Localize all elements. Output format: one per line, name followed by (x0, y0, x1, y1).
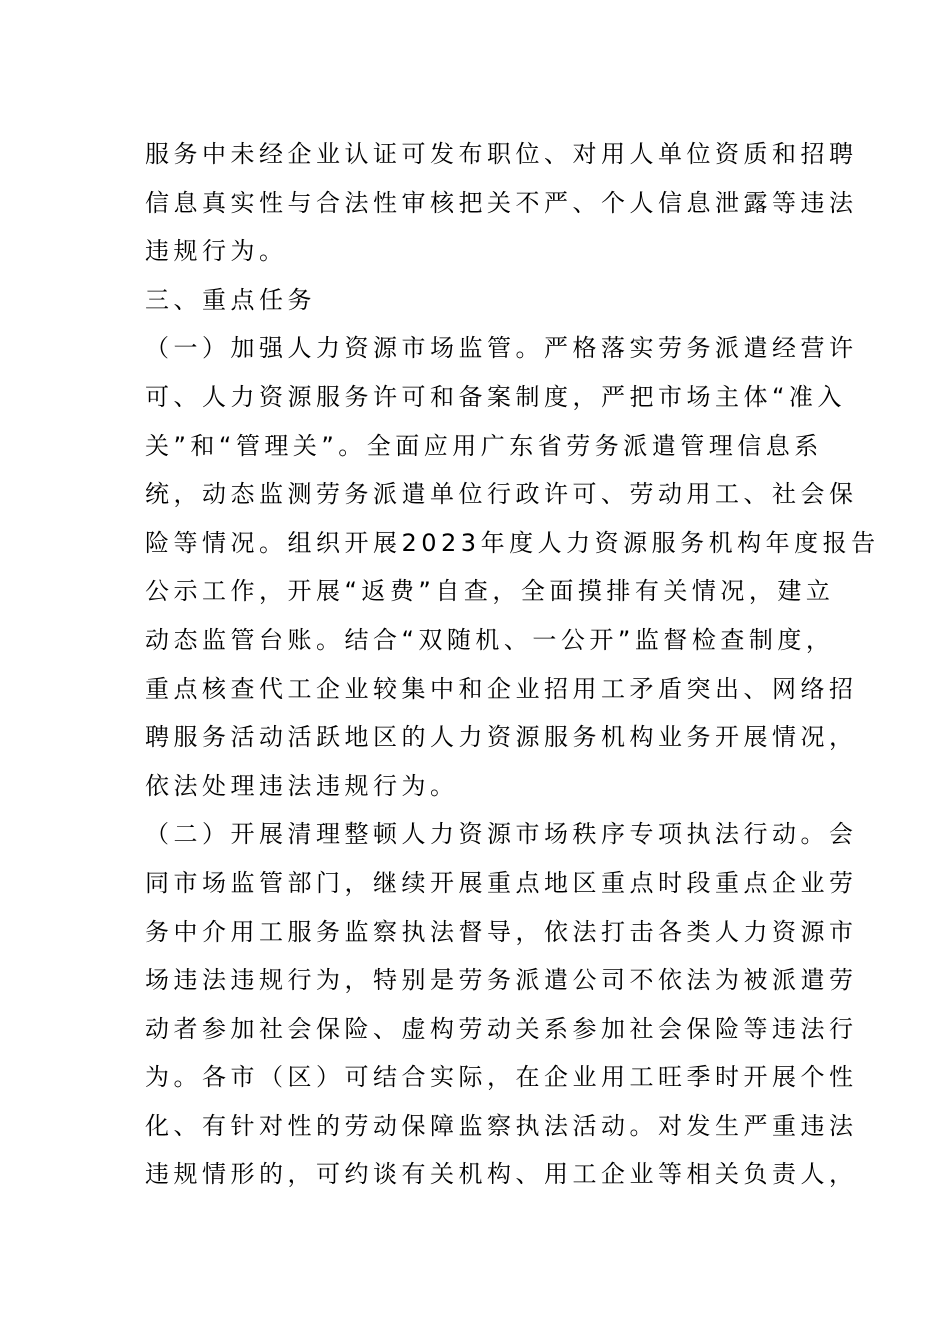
text-line: 动态监管台账。结合“双随机、一公开”监督检查制度， (145, 625, 835, 654)
text-line: 聘服务活动活跃地区的人力资源服务机构业务开展情况， (145, 723, 858, 752)
text-line: 服务中未经企业认证可发布职位、对用人单位资质和招聘 (145, 140, 858, 168)
text-line: 重点核查代工企业较集中和企业招用工矛盾突出、网络招 (145, 674, 858, 703)
text-line: 场违法违规行为，特别是劳务派遣公司不依法为被派遣劳 (145, 966, 858, 995)
text-line: （二）开展清理整顿人力资源市场秩序专项执法行动。会 (145, 820, 858, 849)
text-line: 公示工作，开展“返费”自查，全面摸排有关情况，建立 (145, 577, 835, 606)
text-line: 违规行为。 (145, 237, 288, 266)
text-line: 同市场监管部门，继续开展重点地区重点时段重点企业劳 (145, 868, 858, 897)
text-line: 险等情况。组织开展2023年度人力资源服务机构年度报告 (145, 528, 880, 557)
section-heading: 三、重点任务 (145, 285, 316, 314)
text-line: 务中介用工服务监察执法督导，依法打击各类人力资源市 (145, 917, 858, 946)
text-line: 违规情形的，可约谈有关机构、用工企业等相关负责人， (145, 1160, 858, 1189)
text-line: 统，动态监测劳务派遣单位行政许可、劳动用工、社会保 (145, 480, 858, 509)
text-line: （一）加强人力资源市场监管。严格落实劳务派遣经营许 (145, 334, 858, 363)
text-line: 信息真实性与合法性审核把关不严、个人信息泄露等违法 (145, 188, 858, 217)
text-line: 为。各市（区）可结合实际，在企业用工旺季时开展个性 (145, 1063, 858, 1092)
text-line: 依法处理违法违规行为。 (145, 771, 459, 800)
text-line: 动者参加社会保险、虚构劳动关系参加社会保险等违法行 (145, 1014, 858, 1043)
text-line: 关”和“管理关”。全面应用广东省劳务派遣管理信息系 (145, 431, 823, 460)
document-body (145, 130, 880, 1199)
text-line: 可、人力资源服务许可和备案制度，严把市场主体“准入 (145, 382, 846, 411)
text-line: 化、有针对性的劳动保障监察执法活动。对发生严重违法 (145, 1111, 858, 1140)
